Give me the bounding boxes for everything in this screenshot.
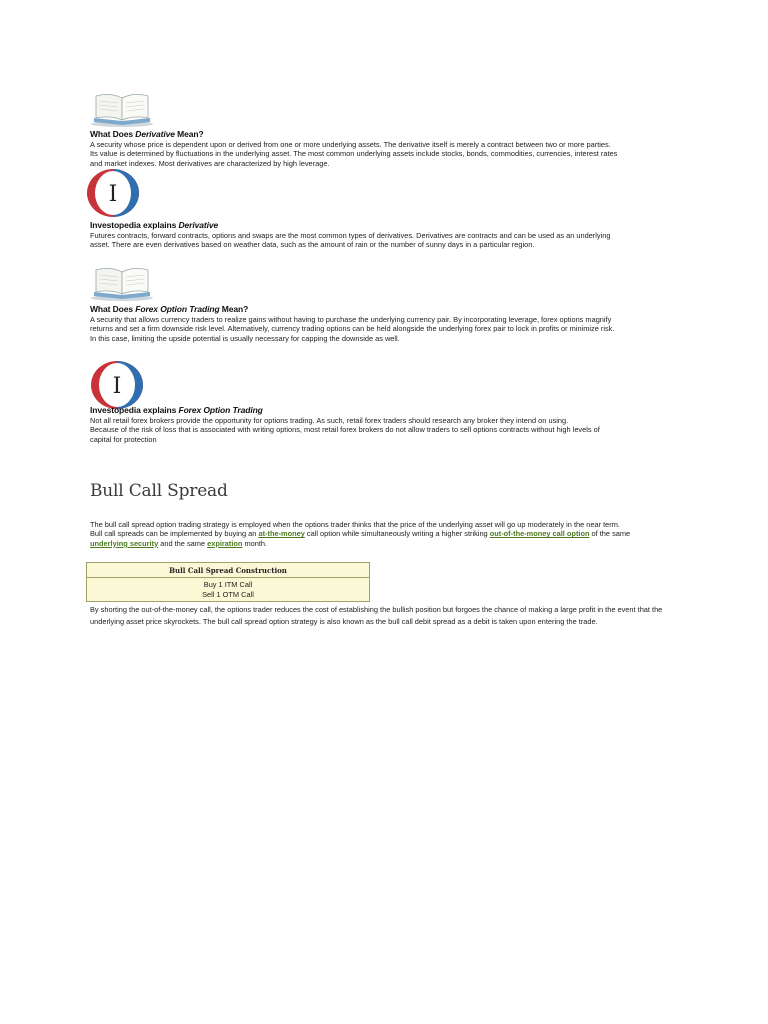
- svg-text:I: I: [108, 182, 118, 207]
- section-heading: Investopedia explains Derivative: [90, 220, 219, 230]
- section-paragraph: Not all retail forex brokers provide the opportunity for options trading. As such, retail forex traders should research any broker they intend on using. Because of the risk of loss that is associated with writing options, most retail forex brokers do not allow traders to sell options contracts without high levels of capital for protection: [90, 416, 600, 444]
- bull-call-spread-table: [86, 562, 370, 602]
- table-row: Buy 1 ITM Call: [203, 580, 253, 589]
- section-heading: What Does Forex Option Trading Mean?: [90, 304, 249, 314]
- section-paragraph: A security whose price is dependent upon or derived from one or more underlying assets. The derivative itself is merely a contract between two or more parties. Its value is determined by fluctuations in the underlying asset. The most common underlying assets include stocks, bonds, commodities, currencies, interest rates and market indexes. Most derivatives are characterized by high leverage.: [90, 140, 618, 168]
- table-row: Sell 1 OTM Call: [202, 589, 254, 599]
- investopedia-logo-icon: [86, 168, 140, 218]
- book-icon: [90, 262, 154, 302]
- svg-text:I: I: [112, 374, 122, 399]
- intro-paragraph: The bull call spread option trading strategy is employed when the options trader thinks that the price of the underlying asset will go up moderately in the near term. Bull call spreads can be implemented by buying an at-the-money call option while simultaneously writing a higher striking out-of-the-money call option of the same underlying security and the same expiration month.: [90, 520, 631, 548]
- outro-paragraph: By shorting the out-of-the-money call, the options trader reduces the cost of establishing the bullish position but forgoes the chance of making a large profit in the event that the underlying asset price skyrockets. The bull call spread option strategy is also known as the bull call debit spread as a debit is taken upon entering the trade.: [90, 605, 663, 626]
- table-cell: [87, 578, 370, 602]
- book-icon: [90, 88, 154, 128]
- section-paragraph: Futures contracts, forward contracts, options and swaps are the most common types of derivatives. Derivatives are contracts and can be used as an underlying asset. There are even derivatives based on weather data, such as the amount of rain or the number of sunny days in a particular region.: [90, 231, 611, 250]
- section-paragraph: A security that allows currency traders to realize gains without having to purchase the underlying currency pair. By incorporating leverage, forex options magnify returns and set a firm downside risk level. Alternatively, currency trading options can be held alongside the underlying forex pair to lock in profits or minimize risk. In this case, limiting the upside potential is usually necessary for capping the downside as well.: [90, 315, 615, 343]
- investopedia-logo-icon: [90, 360, 144, 410]
- table-header: Bull Call Spread Construction: [87, 563, 370, 578]
- at-the-money-link[interactable]: at-the-money: [258, 529, 305, 539]
- out-of-the-money-call-option-link[interactable]: out-of-the-money call option: [489, 529, 590, 539]
- section-heading: Investopedia explains Forex Option Trading: [90, 405, 263, 415]
- page-title: Bull Call Spread: [90, 481, 228, 501]
- section-heading: What Does Derivative Mean?: [90, 129, 204, 139]
- underlying-security-link[interactable]: underlying security: [90, 538, 159, 548]
- expiration-link[interactable]: expiration: [207, 538, 243, 548]
